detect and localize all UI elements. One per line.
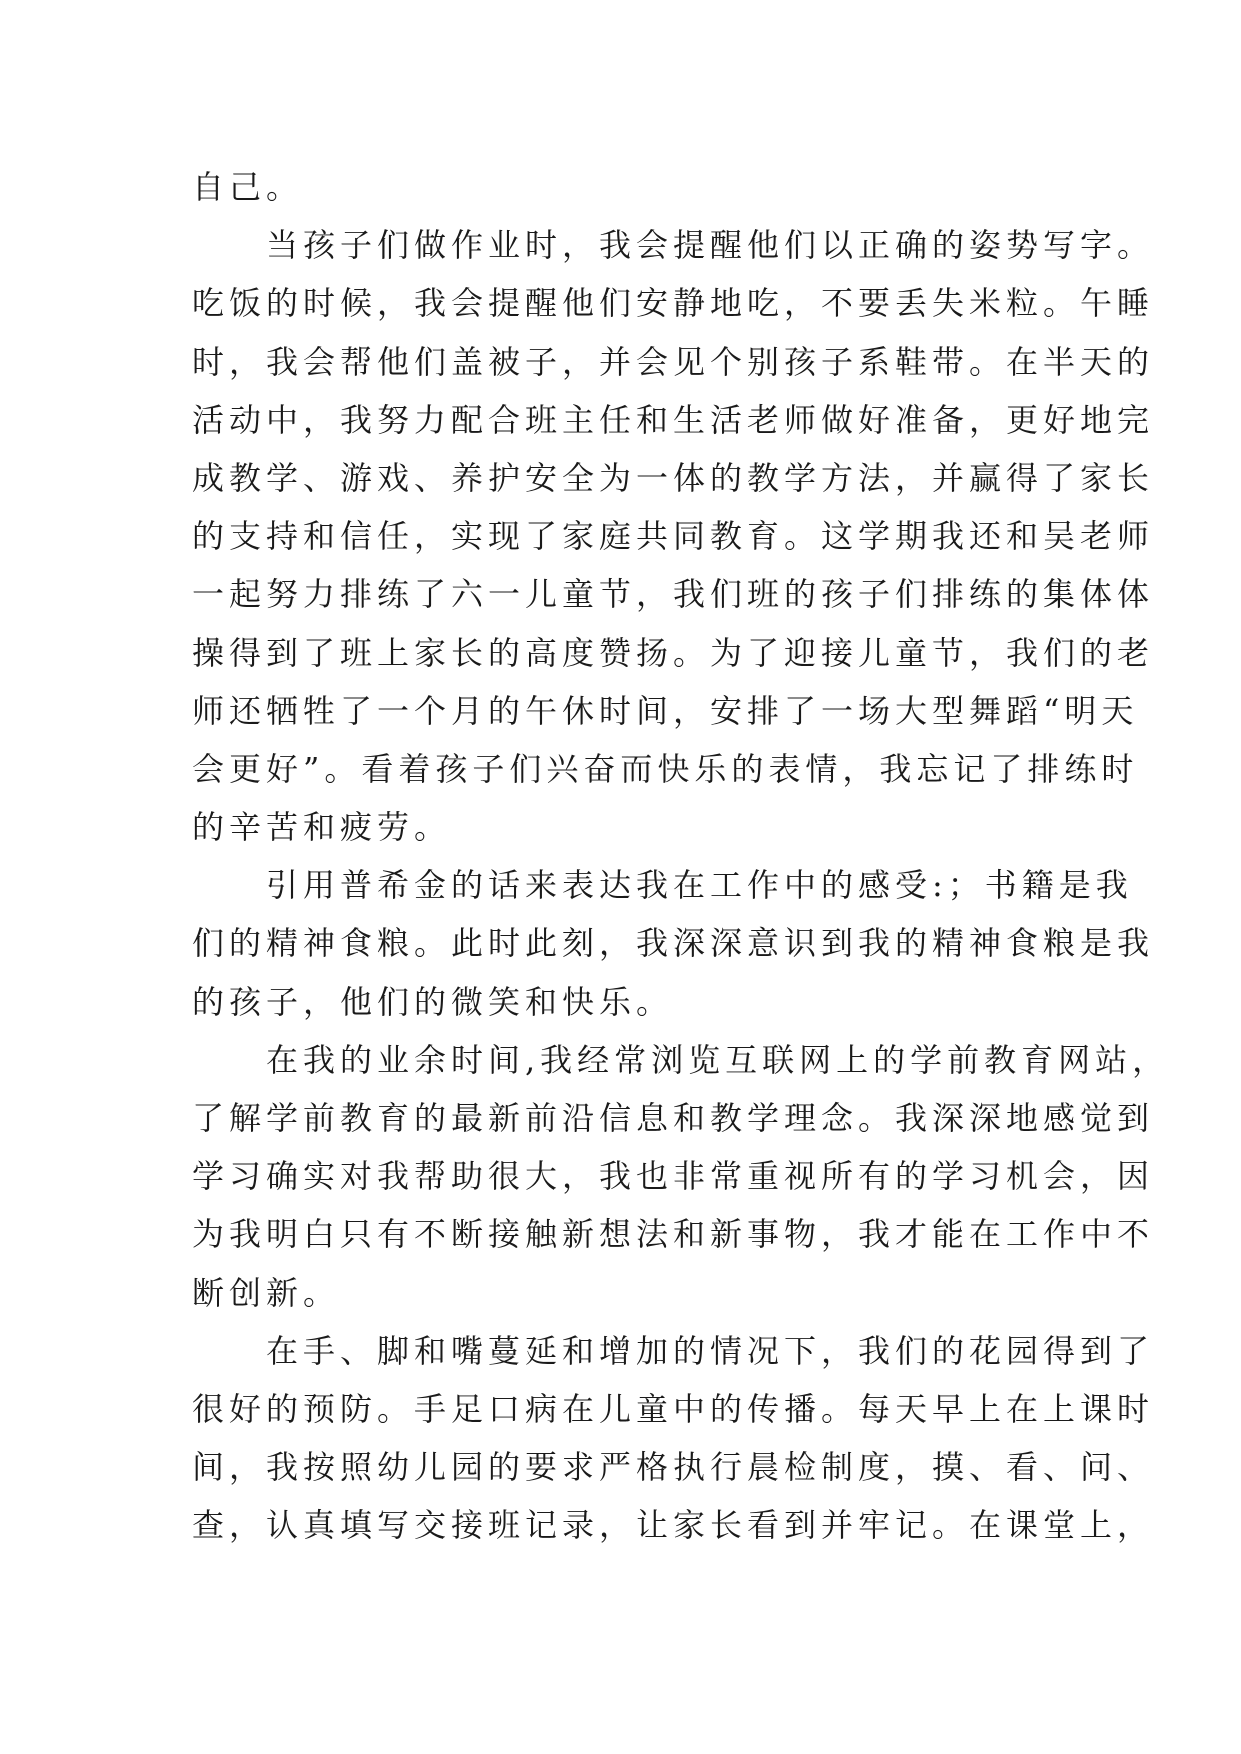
text-line: 操得到了班上家长的高度赞扬。为了迎接儿童节，我们的老 — [192, 633, 1155, 672]
text-line: 当孩子们做作业时，我会提醒他们以正确的姿势写字。 — [192, 226, 1155, 265]
text-line: 为我明白只有不断接触新想法和新事物，我才能在工作中不 — [192, 1215, 1155, 1254]
text-line: 的辛苦和疲劳。 — [192, 808, 452, 847]
text-line: 时，我会帮他们盖被子，并会见个别孩子系鞋带。在半天的 — [192, 342, 1155, 381]
text-line: 活动中，我努力配合班主任和生活老师做好准备，更好地完 — [192, 400, 1155, 439]
text-line: 断创新。 — [192, 1273, 341, 1312]
text-line: 成教学、游戏、养护安全为一体的教学方法，并赢得了家长 — [192, 458, 1155, 497]
text-line: 一起努力排练了六一儿童节，我们班的孩子们排练的集体体 — [192, 575, 1155, 614]
text-line: 的孩子，他们的微笑和快乐。 — [192, 982, 674, 1021]
text-line: 师还牺牲了一个月的午休时间，安排了一场大型舞蹈“明天 — [192, 691, 1139, 730]
text-line: 很好的预防。手足口病在儿童中的传播。每天早上在上课时 — [192, 1389, 1155, 1428]
body-text — [192, 158, 1170, 1555]
text-line: 了解学前教育的最新前沿信息和教学理念。我深深地感觉到 — [192, 1099, 1155, 1137]
text-line: 自己。 — [192, 168, 304, 206]
text-line: 会更好”。看着孩子们兴奋而快乐的表情，我忘记了排练时 — [192, 749, 1139, 788]
text-line: 间，我按照幼儿园的要求严格执行晨检制度，摸、看、问、 — [192, 1448, 1155, 1487]
text-line: 学习确实对我帮助很大，我也非常重视所有的学习机会，因 — [192, 1157, 1155, 1196]
text-line: 引用普希金的话来表达我在工作中的感受:；书籍是我 — [192, 866, 1133, 905]
text-line: 在我的业余时间,我经常浏览互联网上的学前教育网站， — [192, 1040, 1170, 1079]
text-line: 吃饭的时候，我会提醒他们安静地吃，不要丢失米粒。午睡 — [192, 284, 1155, 323]
text-line: 在手、脚和嘴蔓延和增加的情况下，我们的花园得到了 — [192, 1331, 1155, 1370]
text-line: 们的精神食粮。此时此刻，我深深意识到我的精神食粮是我 — [192, 924, 1155, 963]
text-line: 查，认真填写交接班记录，让家长看到并牢记。在课堂上， — [192, 1506, 1155, 1545]
text-line: 的支持和信任，实现了家庭共同教育。这学期我还和吴老师 — [192, 517, 1155, 556]
